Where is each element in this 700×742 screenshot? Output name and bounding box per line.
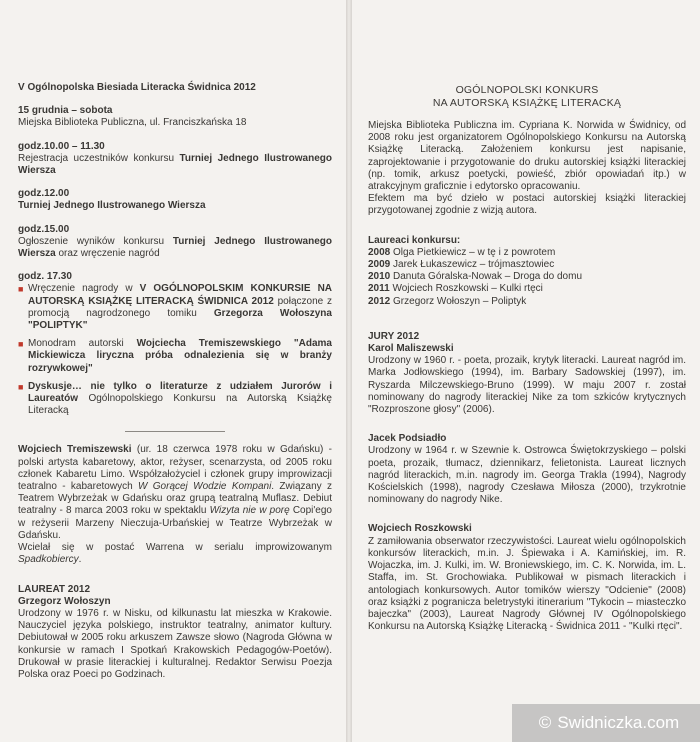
list-item: 2011 Wojciech Roszkowski – Kulki rtęci bbox=[368, 283, 543, 295]
list-item: 2008 Olga Pietkiewicz – w tę i z powrotem bbox=[368, 246, 556, 258]
section-divider bbox=[125, 431, 225, 432]
bullet-icon: ■ bbox=[18, 339, 24, 350]
left-page bbox=[0, 0, 346, 742]
laureat-name: Grzegorz Wołoszyn bbox=[18, 595, 111, 607]
event-venue: Miejska Biblioteka Publiczna, ul. Franciszkańska 18 bbox=[18, 117, 247, 129]
time-4: godz. 17.30 bbox=[18, 271, 72, 283]
program-item-discussion: ■ Dyskusje… nie tylko o literaturze z udziałem Jurorów i Laureatów Ogólnopolskiego Konkursu na Autorską Książkę Literacką bbox=[18, 380, 332, 417]
event-title: V Ogólnopolska Biesiada Literacka Świdnica 2012 bbox=[18, 82, 256, 93]
watermark-text: Swidniczka.com bbox=[557, 713, 680, 732]
jury-heading: JURY 2012 bbox=[368, 330, 420, 342]
list-item: 2009 Jarek Łukaszewicz – trójmasztowiec bbox=[368, 259, 555, 271]
laureaci-list bbox=[368, 247, 686, 308]
jury-1-name: Karol Maliszewski bbox=[368, 343, 454, 355]
jury-2-name: Jacek Podsiadło bbox=[368, 433, 447, 445]
time-1-desc: Rejestracja uczestników konkursu Turniej Jednego Ilustrowanego Wiersza bbox=[18, 152, 332, 177]
bullet-icon: ■ bbox=[18, 381, 24, 392]
watermark bbox=[512, 704, 700, 742]
contest-intro-2: Efektem ma być dzieło w postaci autorskiej książki literackiej przygotowanej zgodnie z wizją autora. bbox=[368, 193, 686, 217]
bio-tremiszewski-2: Wcielał się w postać Warrena w serialu improwizowanym Spadkobiercy. bbox=[18, 542, 332, 566]
contest-title: OGÓLNOPOLSKI KONKURS NA AUTORSKĄ KSIĄŻKĘ LITERACKĄ bbox=[432, 84, 622, 109]
contest-intro: Miejska Biblioteka Publiczna im. Cypriana K. Norwida w Świdnicy, od 2008 roku jest organizatorem Ogólnopolskiego Konkursu na Autorską Książkę Literacką. Założeniem konkursu jest napisanie, zaprojektowanie i przygotowanie do druku autorskiej książki literackiej (np. tomik, arkusz poetycki, powieść, zbiór opowiadań itp.) w atrakcyjnym graficznie i edytorsko opracowaniu. bbox=[368, 120, 686, 193]
time-3-desc: Ogłoszenie wyników konkursu Turniej Jednego Ilustrowanego Wiersza oraz wręczenie nagród bbox=[18, 235, 332, 260]
laureat-bio: Urodzony w 1976 r. w Nisku, od kilkunastu lat mieszka w Krakowie. Nauczyciel języka polskiego, instruktor teatralny, animator kultury. Debiutował w 2005 roku arkuszem Zawsze słowo (Nagroda Główna w konkursie w ramach I Spotkań Krakowskich Pedagogów-Poetów). Drukował w prasie literackiej i kulturalnej. Redaktor Serwisu Poezja Polska oraz Poeci po Godzinach. bbox=[18, 607, 332, 680]
jury-3-name: Wojciech Roszkowski bbox=[368, 523, 472, 535]
copyright-icon: © bbox=[538, 713, 552, 732]
jury-1-bio: Urodzony w 1960 r. - poeta, prozaik, krytyk literacki. Laureat nagród im. Marka Jodłowskiego (1994), im. Barbary Sadowskiej (1997), im. Ryszarda Milczewskiego-Bruno (1999). W maju 2007 r. został nominowany do nagrody literackiej Nike za tom szkiców krytycznych "Rozproszone głosy" (2006). bbox=[368, 355, 686, 416]
laureaci-heading: Laureaci konkursu: bbox=[368, 234, 461, 246]
list-item: 2012 Grzegorz Wołoszyn – Poliptyk bbox=[368, 295, 527, 307]
event-date: 15 grudnia – sobota bbox=[18, 105, 113, 117]
bullet-icon: ■ bbox=[18, 284, 24, 295]
list-item: 2010 Danuta Góralska-Nowak – Droga do domu bbox=[368, 271, 583, 283]
bio-tremiszewski: Wojciech Tremiszewski (ur. 18 czerwca 1978 roku w Gdańsku) - polski artysta kabaretowy, aktor, reżyser, scenarzysta, od 2005 roku członek Kabaretu Limo. Współzałożyciel i członek grupy improwizacji teatralno - kabaretowych W Gorącej Wodzie Kompani. Związany z Teatrem Wybrzeżak w Gdańsku oraz grupą teatralną Muflasz. Debiut teatralny - 8 marca 2003 roku w spektaklu Wizyta nie w porę Copi'ego w reżyserii Marzeny Nieczuja-Urbańskiej w Teatrze Wybrzeżak w Gdańsku. bbox=[18, 444, 333, 541]
program-item-monodram: ■ Monodram autorski Wojciecha Tremiszewskiego "Adama Mickiewicza liryczna próba odnalezienia się w branży rozrywkowej" bbox=[18, 338, 332, 374]
jury-3-bio: Z zamiłowania obserwator rzeczywistości. Laureat wielu ogólnopolskich konkursów literackich, m.in. J. Śpiewaka i A. Kamińskiej, im. R. Wojaczka, im. J. Kulki, im. W. Broniewskiego, im. C. K. Norwida, im. L. Staffa, im. St. Grochowiaka. Publikował w pismach literackich i antologiach konkursowych. Autor tomików wierszy "Odcienie" (2008) oraz książki z pogranicza beletrystyki itinerarium "Tykocin – miasteczko bajeczka" (2003), Laureat Nagrody Głównej IV Ogólnopolskiego Konkursu na Autorską Książkę Literacką - Świdnica 2011 - "Kulki rtęci". bbox=[368, 535, 686, 633]
laureat-heading: LAUREAT 2012 bbox=[18, 583, 91, 595]
program-item-award: ■ Wręczenie nagrody w V OGÓLNOPOLSKIM KONKURSIE NA AUTORSKĄ KSIĄŻKĘ LITERACKĄ ŚWIDNICA 2012 połączone z promocją nagrodzonego tomiku Grzegorza Wołoszyna "POLIPTYK" bbox=[18, 283, 333, 332]
time-3: godz.15.00 bbox=[18, 223, 70, 235]
time-2-desc: Turniej Jednego Ilustrowanego Wiersza bbox=[18, 200, 206, 212]
time-2: godz.12.00 bbox=[18, 188, 70, 200]
right-page bbox=[352, 0, 700, 742]
jury-2-bio: Urodzony w 1964 r. w Szewnie k. Ostrowca Świętokrzyskiego – polski poeta, prozaik, tłumacz, dziennikarz, felietonista. Laureat licznych nagród literackich, m.in. nagrody im. Georga Trakla (1994), Nagrody Kościelskich (1998), nagrody Czesława Miłosza (2000), trzykrotnie nominowany do nagrody Nike. bbox=[368, 445, 686, 506]
time-1: godz.10.00 – 11.30 bbox=[18, 140, 105, 152]
